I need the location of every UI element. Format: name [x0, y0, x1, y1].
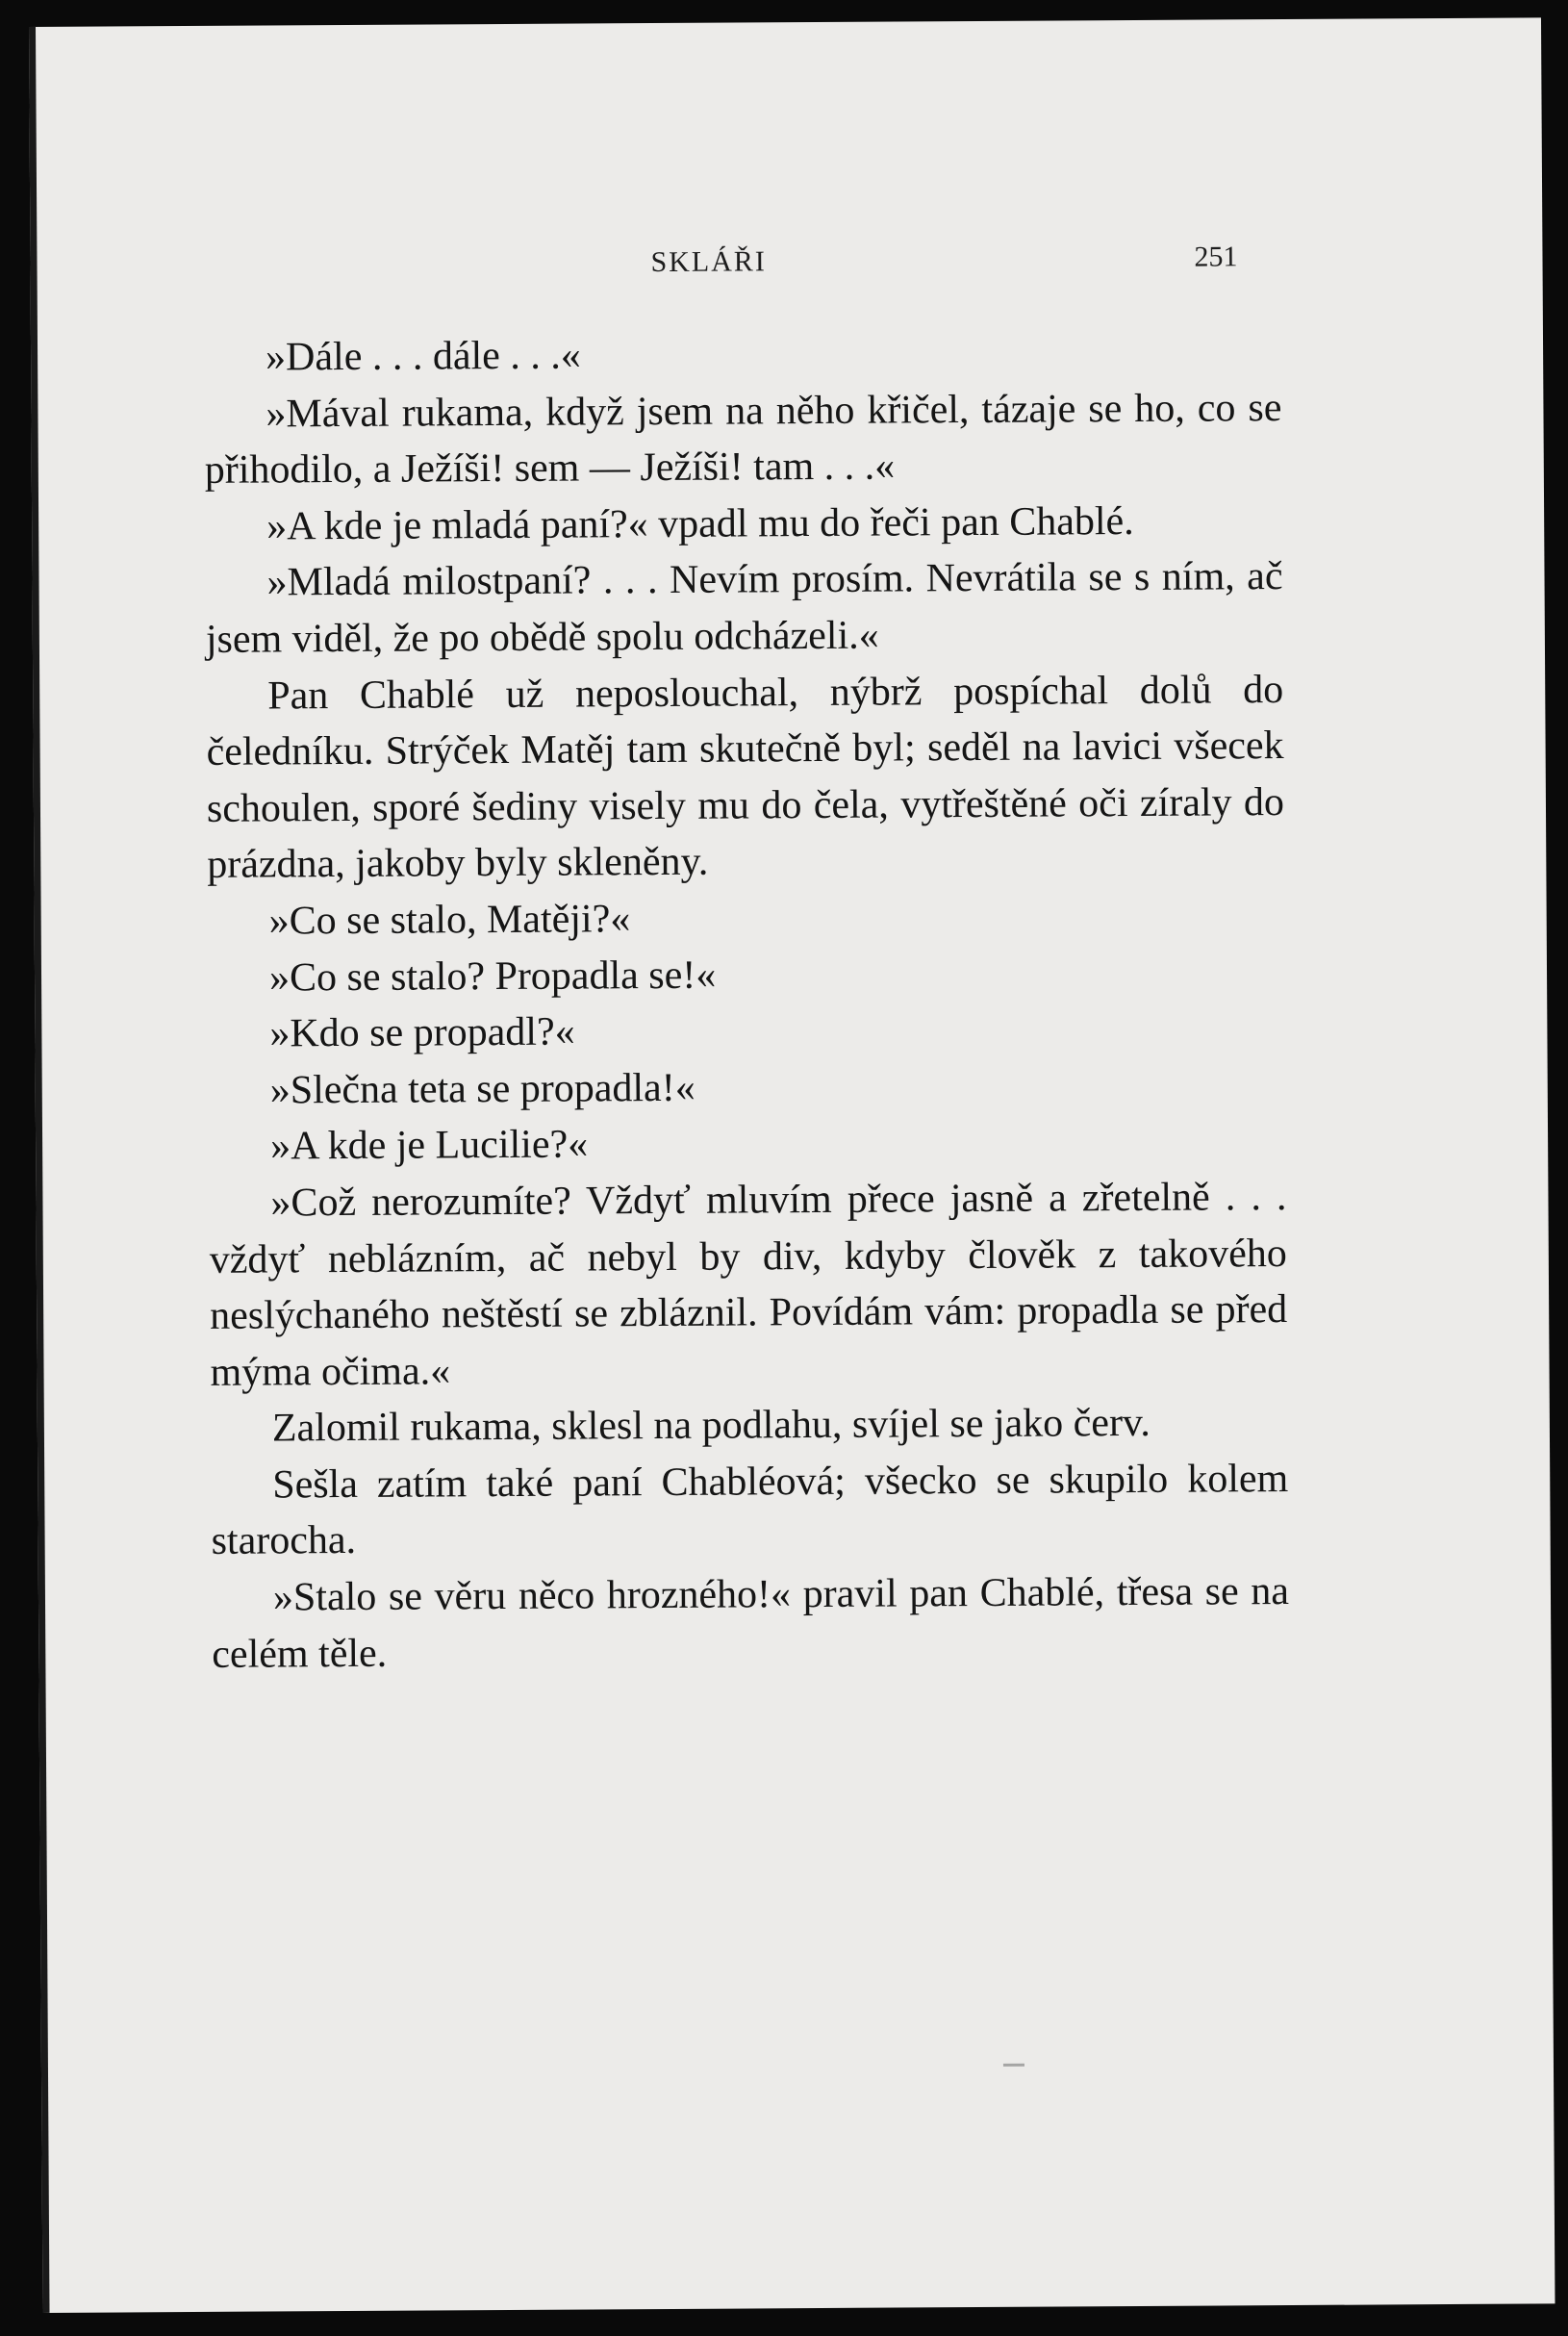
page-number: 251 — [1194, 241, 1238, 273]
page-header — [30, 241, 1542, 289]
paragraph: »Stalo se věru něco hrozného!« pravil pan Chablé, třesa se na celém těle. — [212, 1569, 1290, 1677]
paragraph: »A kde je Lucilie?« — [269, 1122, 589, 1169]
running-title: SKLÁŘI — [650, 245, 767, 279]
paragraph: »Slečna teta se propadla!« — [269, 1065, 695, 1113]
paragraph: »Kdo se propadl?« — [269, 1009, 575, 1056]
paragraph: »Což nerozumíte? Vždyť mluvím přece jasně a zřetelně . . . vždyť neblázním, ač nebyl by div, kdyby člověk z takového neslýchaného neštěstí se zbláznil. Povídám vám: propadla se před mýma očima.« — [209, 1174, 1288, 1395]
body-text — [204, 323, 1290, 1683]
scan-speck — [1003, 2064, 1024, 2067]
paragraph: »Mával rukama, když jsem na něho křičel, tázaje se ho, co se přihodilo, a Ježíši! sem — Ježíši! tam . . .« — [204, 385, 1282, 494]
paragraph: »Mladá milostpaní? . . . Nevím prosím. Nevrátila se s ním, ač jsem viděl, že po obědě spolu odcházeli.« — [205, 554, 1283, 662]
paragraph: »Co se stalo? Propadla se!« — [268, 952, 717, 1001]
paragraph: Pan Chablé už neposlouchal, nýbrž pospíchal dolů do čeledníku. Strýček Matěj tam skutečně byl; seděl na lavici všecek schoulen, sporé šediny visely mu do čela, vytřeštěné oči zíraly do prázdna, jakoby byly skleněny. — [206, 667, 1285, 888]
paragraph: »Dále . . . dále . . .« — [265, 333, 581, 380]
paragraph: Sešla zatím také paní Chabléová; všecko se skupilo kolem starocha. — [211, 1456, 1289, 1564]
book-page — [29, 17, 1555, 2313]
paragraph: »A kde je mladá paní?« vpadl mu do řeči pan Chablé. — [266, 498, 1134, 549]
paragraph: Zalomil rukama, sklesl na podlahu, svíjel se jako červ. — [271, 1401, 1151, 1451]
paragraph: »Co se stalo, Matěji?« — [268, 897, 631, 944]
page-binding-edge — [29, 27, 50, 2313]
